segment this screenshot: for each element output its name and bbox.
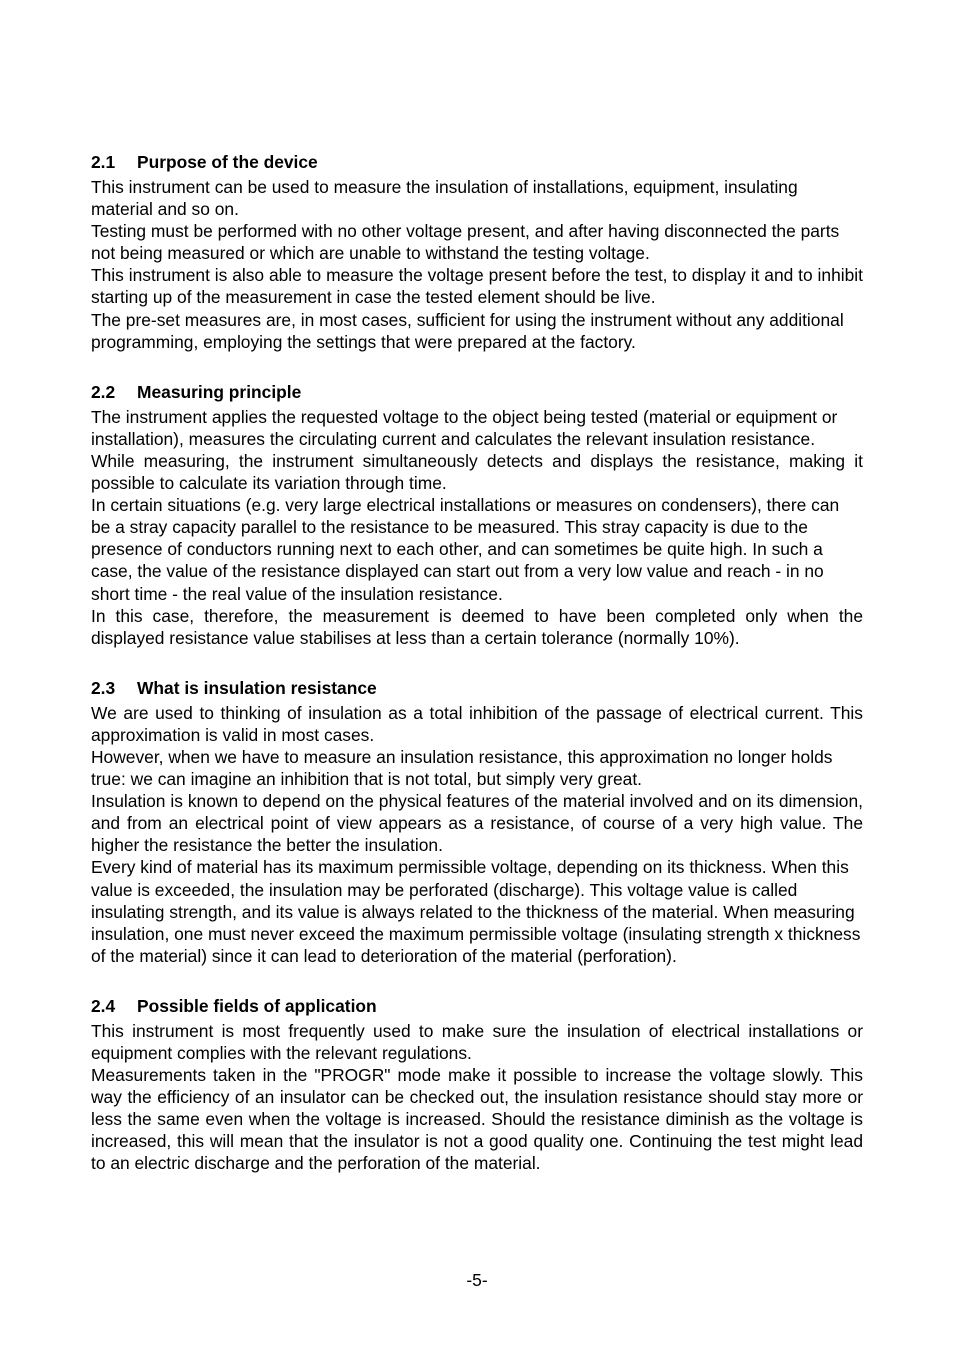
- section-heading: [91, 994, 863, 1018]
- paragraph: In this case, therefore, the measurement is deemed to have been completed only when the displayed resistance value stabilises at less than a certain tolerance (normally 10%).: [91, 605, 863, 648]
- section-insulation-resistance: [91, 676, 863, 967]
- section-title: Possible fields of application: [137, 995, 377, 1016]
- section-fields-of-application: [91, 994, 863, 1175]
- paragraph: Insulation is known to depend on the physical features of the material involved and on its dimension, and from an electrical point of view appears as a resistance, of course of a very high value. The higher the resistance the better the insulation.: [91, 791, 863, 856]
- paragraph: The instrument applies the requested voltage to the object being tested (material or equipment or installation), measures the circulating current and calculates the relevant insulation resistance.: [91, 406, 838, 449]
- paragraph: While measuring, the instrument simultaneously detects and displays the resistance, making it possible to calculate its variation through time.: [91, 450, 863, 494]
- section-title: Purpose of the device: [137, 152, 318, 172]
- section-purpose: [91, 150, 863, 353]
- paragraph: Testing must be performed with no other voltage present, and after having disconnected the parts not being measured or which are unable to withstand the testing voltage.: [91, 221, 840, 264]
- section-number: 2.3: [91, 677, 116, 698]
- section-measuring-principle: [91, 380, 863, 649]
- paragraph: Every kind of material has its maximum permissible voltage, depending on its thickness. When this value is exceeded, the insulation may be perforated (discharge). This voltage value is called insulating strength, and its value is always related to the thickness of the material. When measuring insulation, one must never exceed the maximum permissible voltage (insulating strength x thickness of the material) since it can lead to deterioration of the material (perforation).: [91, 857, 861, 966]
- paragraph: This instrument is most frequently used to make sure the insulation of electrical installations or equipment complies with the relevant regulations.: [91, 1020, 863, 1063]
- paragraph: In certain situations (e.g. very large electrical installations or measures on condensers), there can be a stray capacity parallel to the resistance to be measured. This stray capacity is due to the presence of conductors running next to each other, and can sometimes be quite high. In such a case, the value of the resistance displayed can start out from a very low value and reach - in no short time - the real value of the insulation resistance.: [91, 495, 840, 604]
- section-number: 2.2: [91, 381, 116, 402]
- section-heading: [91, 676, 863, 700]
- paragraph: Measurements taken in the "PROGR" mode make it possible to increase the voltage slowly. This way the efficiency of an insulator can be checked out, the insulation resistance should stay more or less the same even when the voltage is increased. Should the resistance diminish as the voltage is increased, this will mean that the insulator is not a good quality one. Continuing the test might lead to an electric discharge and the perforation of the material.: [91, 1065, 863, 1174]
- paragraph: However, when we have to measure an insulation resistance, this approximation no longer holds true: we can imagine an inhibition that is not total, but simply very great.: [91, 746, 833, 790]
- section-number: 2.4: [91, 995, 116, 1016]
- paragraph: This instrument can be used to measure the insulation of installations, equipment, insulating material and so on.: [91, 177, 798, 220]
- section-heading: [91, 380, 863, 404]
- paragraph: We are used to thinking of insulation as a total inhibition of the passage of electrical current. This approximation is valid in most cases.: [91, 702, 863, 745]
- section-heading: [91, 150, 863, 174]
- paragraph: The pre-set measures are, in most cases, sufficient for using the instrument without any additional programming, employing the settings that were prepared at the factory.: [91, 309, 844, 352]
- paragraph: This instrument is also able to measure the voltage present before the test, to display it and to inhibit starting up of the measurement in case the tested element should be live.: [91, 265, 863, 308]
- section-number: 2.1: [91, 152, 116, 172]
- section-title: Measuring principle: [137, 381, 302, 402]
- page-number: -5-: [466, 1270, 488, 1290]
- document-body: [91, 150, 863, 1202]
- section-title: What is insulation resistance: [137, 677, 377, 698]
